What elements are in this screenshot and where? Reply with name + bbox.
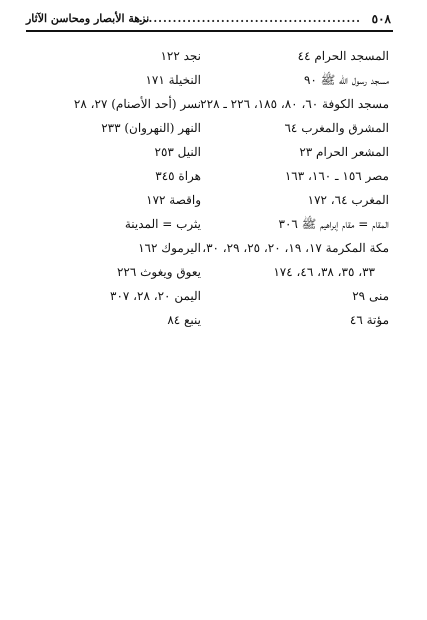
header-rule	[26, 30, 393, 32]
index-column-right	[200, 44, 389, 332]
index-entry: المقام = مقام إبراهيم ﷺ ٣٠٦	[278, 217, 389, 231]
index-entry: مصر ١٥٦ ـ ١٦٠، ١٦٣	[284, 169, 389, 183]
index-entry: اليرموك ١٦٢	[138, 241, 201, 255]
index-entry: المغرب ٦٤، ١٧٢	[307, 193, 389, 207]
index-entry: نجد ١٢٢	[160, 49, 201, 63]
index-entry: ينبع ٨٤	[167, 313, 201, 327]
index-entry: يعوق ويغوث ٢٢٦	[116, 265, 201, 279]
index-entry: اليمن ٢٠، ٢٨، ٣٠٧	[110, 289, 201, 303]
page-header	[0, 12, 427, 30]
dot-leader: ...............................................	[134, 12, 361, 25]
index-entry: النيل ٢٥٣	[154, 145, 201, 159]
index-entry: مؤتة ٤٦	[349, 313, 389, 327]
index-entry: المشعر الحرام ٢٣	[299, 145, 389, 159]
index-entry: المسجد الحرام ٤٤	[297, 49, 389, 63]
index-column-left	[31, 44, 201, 332]
index-entry: النهر (النهروان) ٢٣٣	[101, 121, 201, 135]
index-entry: مكة المكرمة ١٧، ١٩، ٢٠، ٢٥، ٢٩، ٣٠،	[202, 241, 389, 255]
index-entry: هراة ٣٤٥	[155, 169, 201, 183]
page-number: ٥٠٨	[371, 12, 391, 26]
running-title: نزهة الأبصار ومحاسن الآثار	[26, 12, 150, 25]
index-entry: مسجد رسول الله ﷺ ٩٠	[303, 73, 389, 87]
index-entry: مسجد الكوفة ٦٠، ٨٠، ١٨٥، ٢٢٦ ـ ٢٢٨	[200, 97, 389, 111]
index-entry: المشرق والمغرب ٦٤	[284, 121, 389, 135]
index-entry: نسر (أحد الأصنام) ٢٧، ٢٨	[73, 97, 201, 111]
index-entry: واقصة ١٧٢	[146, 193, 201, 207]
index-entry: منى ٢٩	[352, 289, 389, 303]
index-entry: يثرب = المدينة	[124, 217, 201, 231]
index-entry: النخيلة ١٧١	[145, 73, 201, 87]
index-entry-continuation: ٣٣، ٣٥، ٣٨، ٤٦، ١٧٤	[273, 265, 375, 279]
